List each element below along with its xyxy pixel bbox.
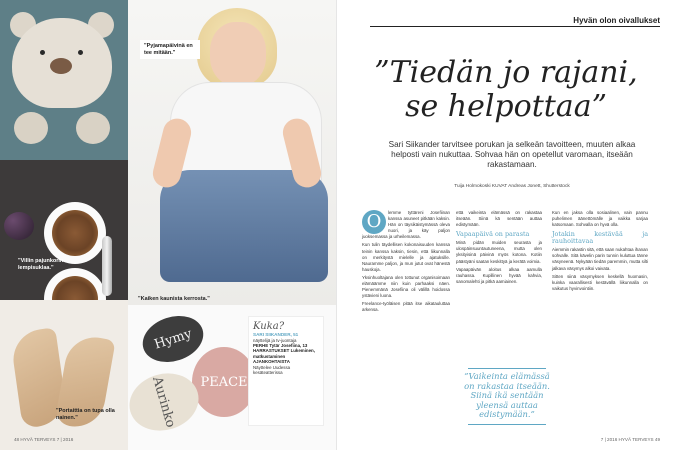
subheading: Vapaapäivä on parasta — [456, 230, 530, 239]
drop-cap: O — [362, 210, 386, 234]
paragraph: Vapaapäivän aloitus alkaa aamulla rauhassa. Kupillinen hyvää kahvia, sanomalehti ja pitkä aamiainen. — [456, 266, 542, 284]
caption-shoes: "Portaittia on tupa olla nainen." — [56, 408, 115, 421]
pullquote-rule — [468, 368, 546, 369]
folio-right: 7 | 2016 HYVÄ TERVEYS 49 — [600, 437, 660, 442]
paragraph: Freelance-työläisen pitää itse aikatauluttaa arkensa. — [362, 301, 450, 313]
paragraph: Aiemmin rakastin sitä, että saan nukahtaa ihanan sohvalle. Sitä kävelin parin tunnin kuluttua tänne väsyneenä. Nykyään tiedän paremmin, mutta silti jalkava väsymys alkoi vaivata. — [552, 247, 648, 271]
who-box — [248, 316, 324, 426]
stone-aurinko: Aurinko — [123, 365, 206, 438]
byline: Tuija Holmokoski KUVAT Andreas Jonett, Shutterstock — [454, 184, 570, 189]
paragraph: Minä pidän muiden seurasta ja ulospäinsuuntautuneena, mutta olen yksityisinä päivinä myös kotona. Kotiin päästyäni saatan keskittyä ja kerätä voimia. — [456, 240, 542, 264]
who-line: HARRASTUKSET Lukeminen, matkustaminen — [253, 348, 315, 359]
section-label: Hyvän olon oivallukset — [573, 16, 660, 25]
paragraph: Kun tulin täydellisen kokonaisuuden kanssa teinin kanssa kaksin, tiesin, että liikunnalla on merkitystä mielelle ja ajatuksille. Nauramme paljon, ja mun jutut ovat hänestä hauskoja. — [362, 242, 450, 272]
paragraph: että vaikeinta elämässä on rakastaa itseään. Siinä kä sentään auttaa edistymään. — [456, 210, 542, 228]
subheading: Jotakin kestävää ja rauhoittavaa — [552, 230, 648, 246]
stone-peace: PEACE — [192, 347, 256, 417]
headline: ”Tiedän jo rajani, se helpottaa” — [374, 55, 638, 124]
column-3 — [552, 210, 648, 294]
pull-quote: ”Vaikeinta elämässä on rakastaa itseään. Siinä ikä sentään yleensä auttaa edistymään.” — [464, 371, 550, 420]
lead-paragraph: Sari Siikander tarvitsee porukan ja selkeän tavoitteen, muuten alkaa helposti vain nukuttaa. Sohvaa hän on opetellut varomaan, itseään rakastamaan. — [388, 140, 636, 169]
who-title: Kuka? — [253, 321, 285, 332]
bear-paw — [76, 112, 110, 144]
caption-stones: "Kaiken kaunista kerrosta." — [138, 296, 210, 302]
who-line: näyttelijä ja tv-juontaja — [253, 337, 297, 343]
caption-pyjama: "Pyjamapäivinä en tee mitään." — [140, 40, 200, 59]
spoon — [102, 236, 112, 296]
caption-breakfast: "Villin pajunkorin lempisuklaa." — [18, 258, 64, 271]
who-line: AJANKOHTAISTA — [253, 359, 290, 365]
paragraph: lemme tyttäreni Josefiinan kanssa asuneet pitkään kaksin. Hän on täysikäistymässä oleva nuori, ja käy paljon juoksemassa ja urheilemassa. — [362, 210, 450, 240]
paragraph: Yksinhuoltajana olen tottunut organisoimaan elämäämme niin kuin parhaaksi näen. Pienemmänä Josefiina oli välillä hoidossa ystävieni luona. — [362, 274, 450, 299]
who-line: PERHE Tytär Josefiina, 13 — [253, 343, 308, 348]
pullquote-rule — [468, 424, 546, 425]
bear-eye — [40, 50, 45, 55]
folio-left: 48 HYVÄ TERVEYS 7 | 2016 — [14, 437, 74, 442]
who-line: Näyttelee Uudessa kesäteatterissa — [253, 364, 291, 376]
granola — [52, 210, 98, 256]
bear-eye — [78, 50, 83, 55]
column-1 — [362, 210, 450, 316]
who-name: SARI SIIKANDER, 51 — [253, 332, 299, 337]
face — [210, 22, 266, 86]
section-rule — [370, 26, 660, 27]
bear-nose — [50, 58, 72, 74]
shoes-photo — [0, 300, 128, 450]
teddy-bear-photo — [0, 0, 128, 160]
grapes — [4, 212, 34, 240]
bear-paw — [14, 112, 48, 144]
column-2 — [456, 210, 542, 287]
stone-hymy: Hymy — [137, 308, 210, 369]
paragraph: Kun en jaksa olla sosiaalinen, vain pannu puhelimen äänettömälle ja vaikka sarjaa katsomaan. Sohvalla on hyvä olla. — [552, 210, 648, 228]
paragraph: Sitten siinä väsymyksen keskellä huomasin, kuinka vaarallisesti kestävällä liikunnalla on vaikutus hyvinvointiin. — [552, 273, 648, 291]
